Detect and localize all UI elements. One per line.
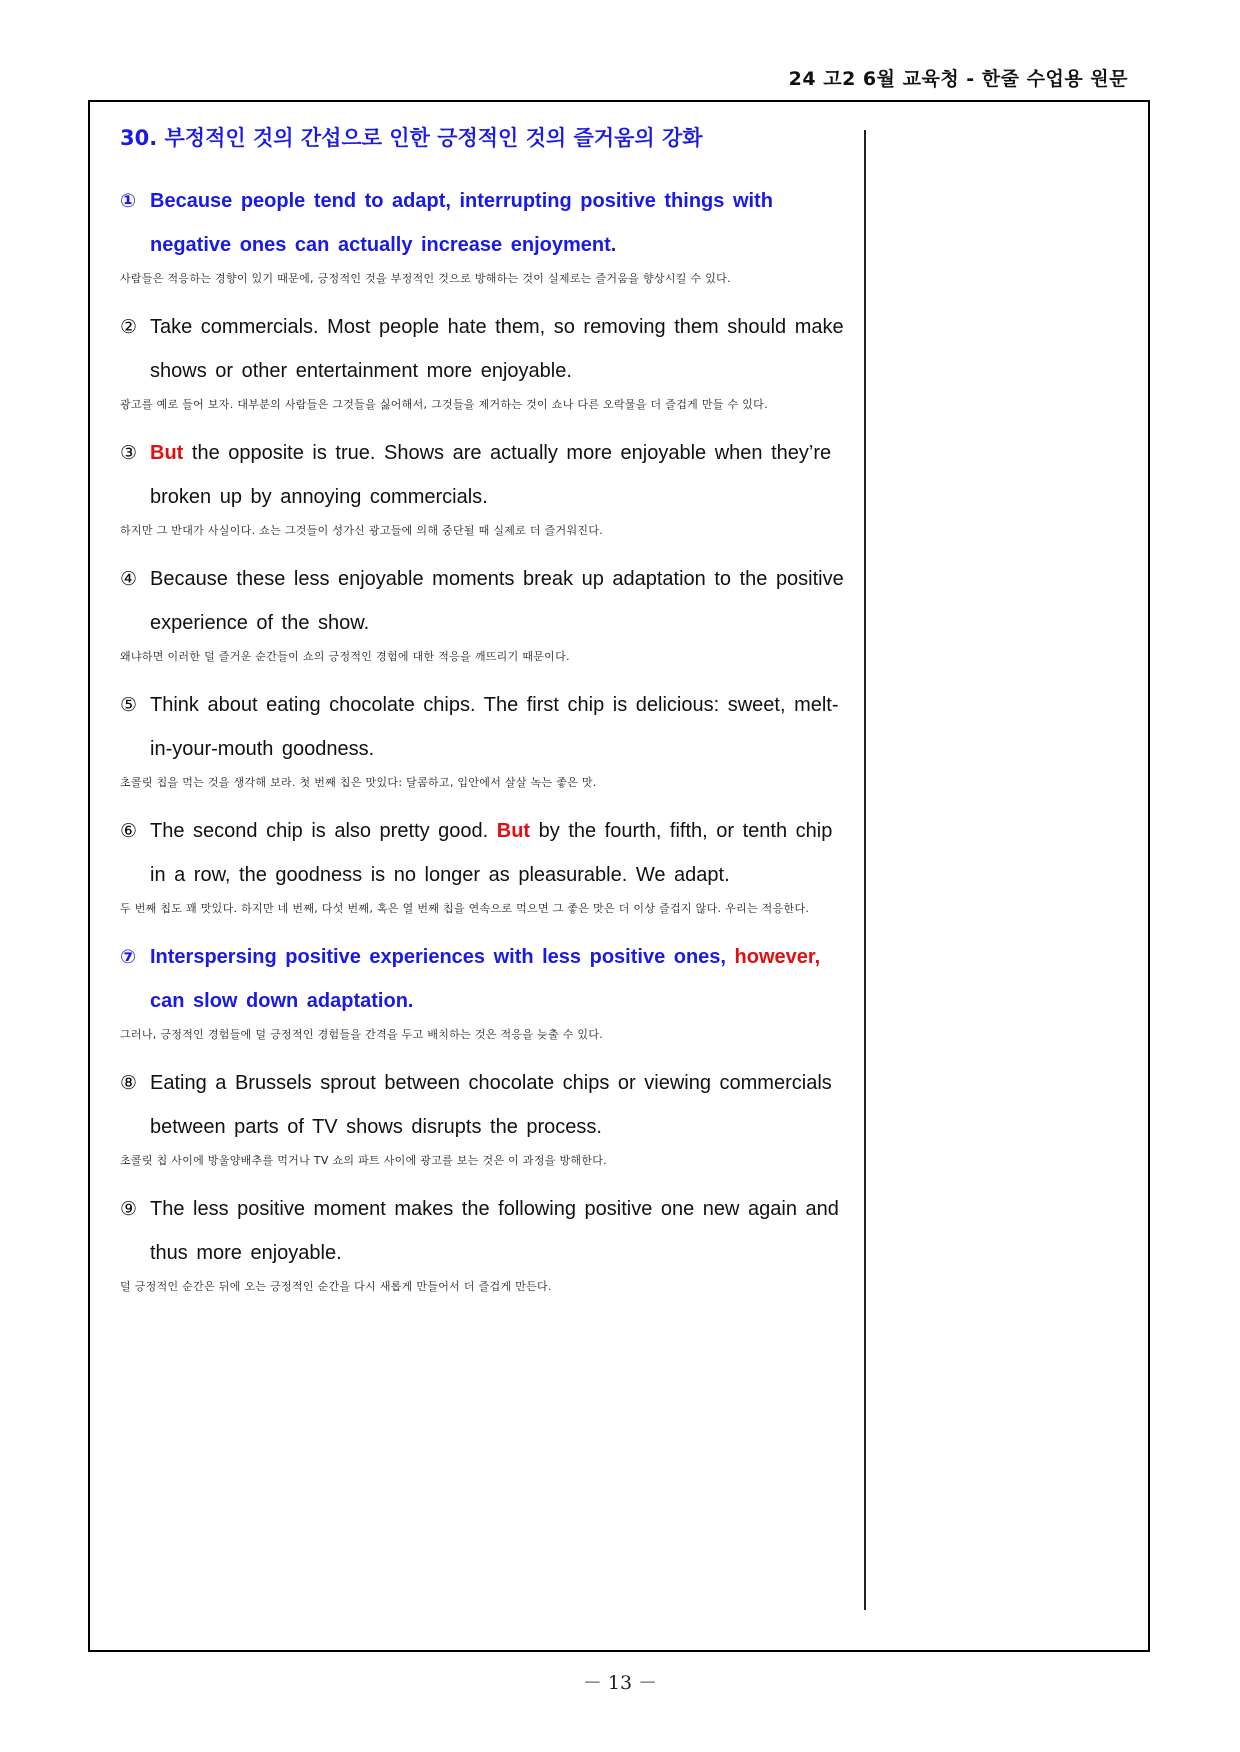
highlight-word: however, [734, 946, 821, 968]
korean-translation: 초콜릿 칩을 먹는 것을 생각해 보라. 첫 번째 칩은 맛있다: 달콤하고, 입안에서 살살 녹는 좋은 맛. [120, 776, 597, 789]
sentence-item [120, 935, 846, 1043]
english-sentence: Because these less enjoyable moments break up adaptation to the positive experience of the show. [150, 568, 844, 634]
korean-translation: 하지만 그 반대가 사실이다. 쇼는 그것들이 성가신 광고들에 의해 중단될 때 실제로 더 즐거워진다. [120, 524, 604, 537]
sentence-rest: by the fourth, fifth, or tenth chip in a row, the goodness is no longer as pleasurable. We adapt. [150, 820, 833, 886]
highlight-word: But [496, 820, 531, 842]
english-sentence: Think about eating chocolate chips. The first chip is delicious: sweet, melt-in-your-mouth goodness. [150, 694, 839, 760]
passage-title: 30. 부정적인 것의 간섭으로 인한 긍정적인 것의 즐거움의 강화 [120, 126, 703, 150]
sentence-item [120, 557, 846, 665]
english-sentence [150, 809, 846, 897]
content-frame [88, 100, 1150, 1652]
korean-translation: 두 번째 칩도 꽤 맛있다. 하지만 네 번째, 다섯 번째, 혹은 열 번째 칩을 연속으로 먹으면 그 좋은 맛은 더 이상 즐겁지 않다. 우리는 적응한다. [120, 902, 810, 915]
sentence-number: ⑨ [120, 1198, 138, 1220]
highlight-word: But [150, 442, 184, 464]
sentence-item [120, 179, 846, 287]
sentence-item [120, 809, 846, 917]
sentence-number: ③ [120, 442, 138, 464]
korean-translation: 덜 긍정적인 순간은 뒤에 오는 긍정적인 순간을 다시 새롭게 만들어서 더 즐겁게 만든다. [120, 1280, 552, 1293]
korean-translation: 그러나, 긍정적인 경험들에 덜 긍정적인 경험들을 간격을 두고 배치하는 것은 적응을 늦출 수 있다. [120, 1028, 604, 1041]
sentence-rest: the opposite is true. Shows are actually more enjoyable when they’re broken up by annoying commercials. [150, 442, 832, 508]
korean-translation: 초콜릿 칩 사이에 방울양배추를 먹거나 TV 쇼의 파트 사이에 광고를 보는 것은 이 과정을 방해한다. [120, 1154, 607, 1167]
column-divider [864, 130, 866, 1610]
korean-translation: 왜냐하면 이러한 덜 즐거운 순간들이 쇼의 긍정적인 경험에 대한 적응을 깨뜨리기 때문이다. [120, 650, 570, 663]
sentence-item [120, 431, 846, 539]
english-sentence: Eating a Brussels sprout between chocolate chips or viewing commercials between parts of TV shows disrupts the process. [150, 1072, 832, 1138]
sentence-number: ⑦ [120, 946, 137, 968]
sentence-number: ⑧ [120, 1072, 138, 1094]
english-sentence: Take commercials. Most people hate them, so removing them should make shows or other entertainment more enjoyable. [150, 316, 844, 382]
sentence-pre: The second chip is also pretty good. [150, 820, 497, 842]
sentence-pre: Interspersing positive experiences with less positive ones, [150, 946, 735, 968]
document-header: 24 고2 6월 교육청 - 한줄 수업용 원문 [788, 68, 1128, 90]
english-sentence [150, 431, 846, 519]
passage-column [120, 122, 846, 1313]
sentence-number: ⑤ [120, 694, 138, 716]
english-sentence [150, 935, 846, 1023]
english-sentence: The less positive moment makes the following positive one new again and thus more enjoyable. [150, 1198, 839, 1264]
korean-translation: 광고를 예로 들어 보자. 대부분의 사람들은 그것들을 싫어해서, 그것들을 제거하는 것이 쇼나 다른 오락물을 더 즐겁게 만들 수 있다. [120, 398, 768, 411]
sentence-number: ⑥ [120, 820, 138, 842]
sentence-number: ④ [120, 568, 138, 590]
sentence-item [120, 1187, 846, 1295]
sentence-number: ② [120, 316, 138, 338]
page-number: － 13 － [582, 1672, 658, 1694]
english-sentence: Because people tend to adapt, interrupting positive things with negative ones can actually increase enjoyment. [150, 190, 773, 256]
korean-translation: 사람들은 적응하는 경향이 있기 때문에, 긍정적인 것을 부정적인 것으로 방해하는 것이 실제로는 즐거움을 향상시킬 수 있다. [120, 272, 731, 285]
sentence-rest: can slow down adaptation. [150, 990, 414, 1012]
sentence-item [120, 683, 846, 791]
sentence-number: ① [120, 190, 137, 212]
sentence-item [120, 305, 846, 413]
sentence-item [120, 1061, 846, 1169]
